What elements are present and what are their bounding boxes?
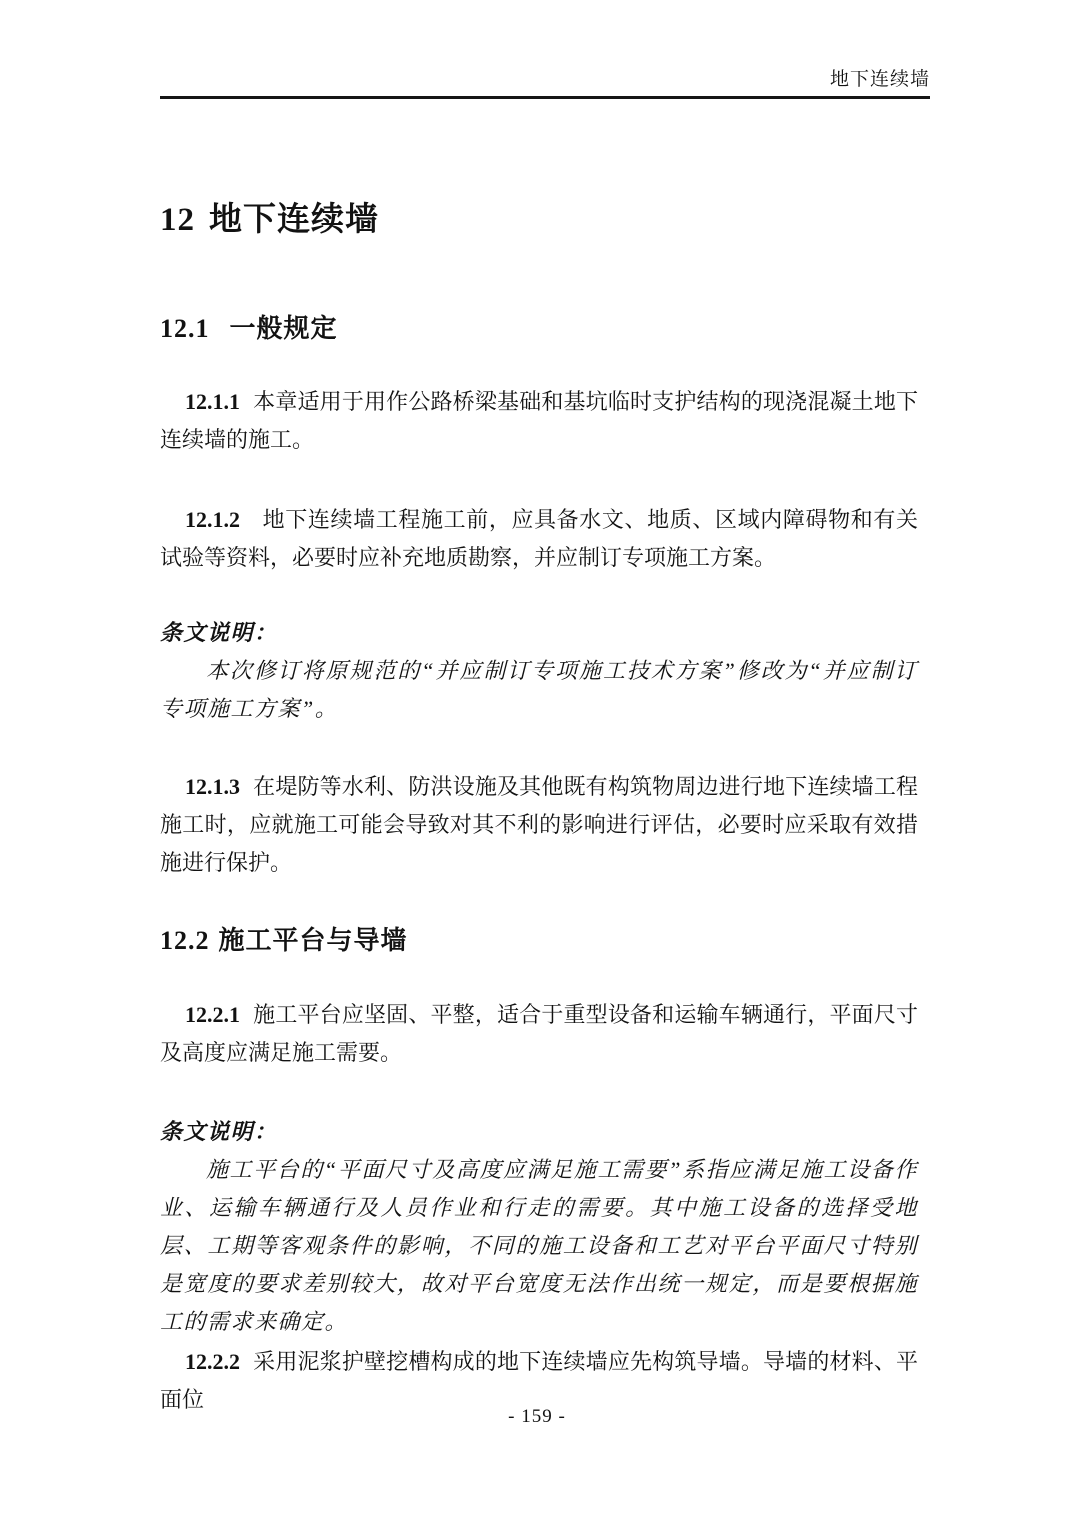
clause-text-12-1-3: 在堤防等水利、防洪设施及其他既有构筑物周边进行地下连续墙工程施工时，应就施工可能会导致对其不利的影响进行评估，必要时应采取有效措施进行保护。 [160, 774, 918, 875]
running-header-text: 地下连续墙 [829, 69, 930, 90]
section-title-12-2: 施工平台与导墙 [218, 925, 408, 955]
section-heading-12-2 [160, 920, 930, 957]
clause-12-1-3 [160, 768, 918, 882]
clause-number-12-2-1: 12.2.1 [185, 1002, 240, 1027]
clause-text-12-1-2: 地下连续墙工程施工前，应具备水文、地质、区域内障碍物和有关试验等资料，必要时应补充地质勘察，并应制订专项施工方案。 [160, 507, 918, 570]
clause-12-2-1 [160, 996, 918, 1072]
clause-text-12-2-1: 施工平台应坚固、平整，适合于重型设备和运输车辆通行，平面尺寸及高度应满足施工需要。 [160, 1002, 918, 1065]
clause-number-12-2-2: 12.2.2 [185, 1349, 240, 1374]
clause-number-12-1-1: 12.1.1 [185, 389, 240, 414]
chapter-title-text: 地下连续墙 [209, 200, 379, 237]
commentary-block-12-1 [160, 614, 918, 728]
commentary-text: 本次修订将原规范的“并应制订专项施工技术方案”修改为“并应制订专项施工方案”。 [160, 658, 918, 721]
running-header [160, 66, 930, 99]
section-number-12-2: 12.2 [160, 926, 210, 955]
chapter-number: 12 [160, 202, 195, 238]
commentary-label: 条文说明： [160, 1119, 278, 1144]
section-number-12-1: 12.1 [160, 314, 210, 343]
clause-12-1-2 [160, 501, 918, 577]
clause-number-12-1-3: 12.1.3 [185, 774, 240, 799]
commentary-text: 施工平台的“平面尺寸及高度应满足施工需要”系指应满足施工设备作业、运输车辆通行及人员作业和行走的需要。其中施工设备的选择受地层、工期等客观条件的影响，不同的施工设备和工艺对平台平面尺寸特别是宽度的要求差别较大，故对平台宽度无法作出统一规定，而是要根据施工的需求来确定。 [160, 1157, 918, 1334]
section-heading-12-1 [160, 308, 930, 345]
clause-text-12-1-1: 本章适用于用作公路桥梁基础和基坑临时支护结构的现浇混凝土地下连续墙的施工。 [160, 389, 918, 452]
section-title-12-1: 一般规定 [229, 313, 338, 343]
commentary-block-12-2 [160, 1113, 918, 1341]
clause-text-12-2-2: 采用泥浆护壁挖槽构成的地下连续墙应先构筑导墙。导墙的材料、平面位 [160, 1349, 918, 1412]
clause-number-12-1-2: 12.1.2 [185, 507, 240, 532]
page-number: - 159 - [508, 1406, 566, 1427]
commentary-label: 条文说明： [160, 620, 278, 645]
chapter-title [160, 193, 930, 240]
clause-12-1-1 [160, 383, 918, 459]
